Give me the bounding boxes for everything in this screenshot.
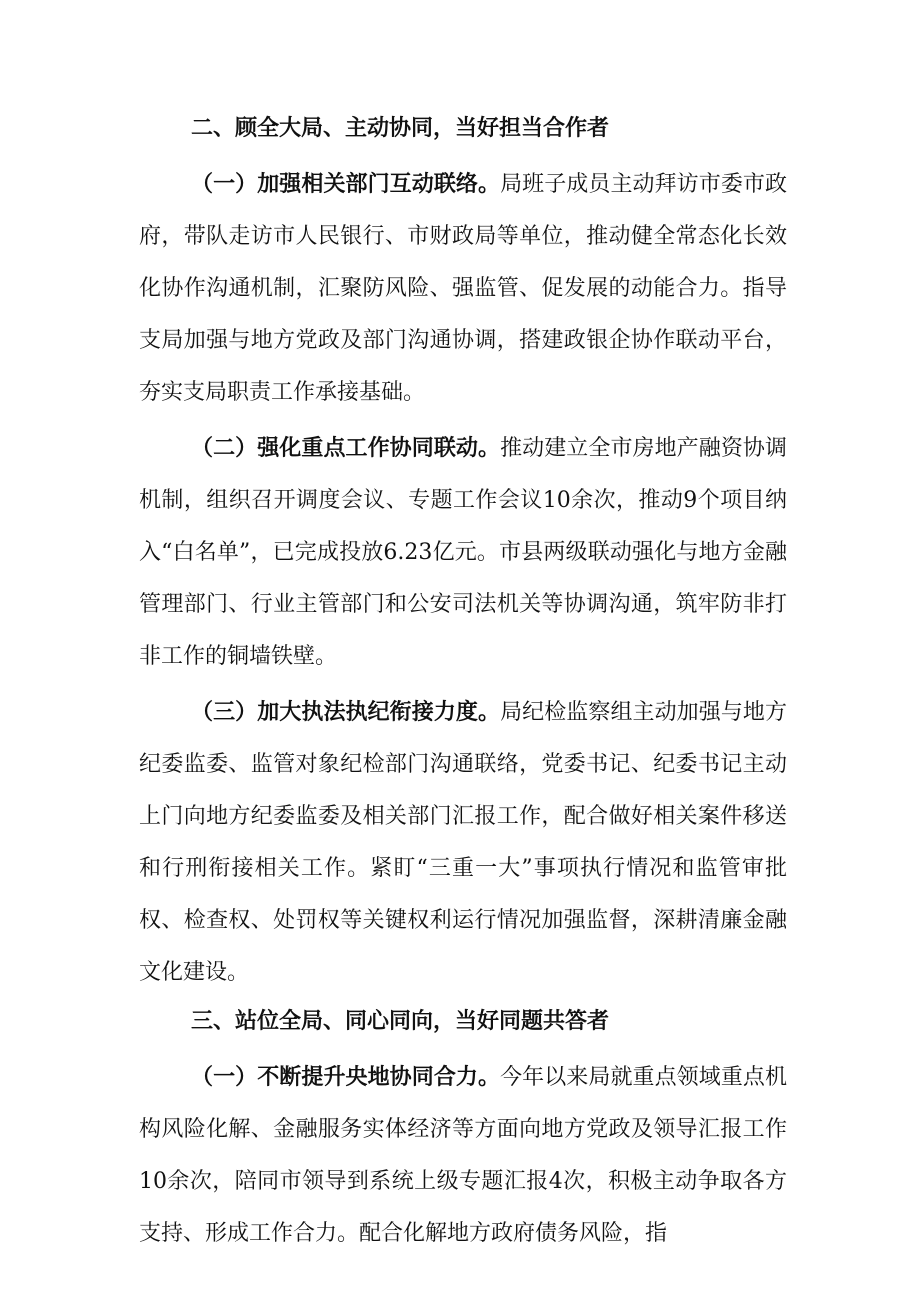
paragraph-2-2: [139, 423, 787, 683]
document-page: [139, 110, 787, 1260]
paragraph-body: 局纪检监察组主动加强与地方纪委监委、监管对象纪检部门沟通联络，党委书记、纪委书记主动上门向地方纪委监委及相关部门汇报工作，配合做好相关案件移送和行刑衔接相关工作。紧盯“三重一大”事项执行情况和监管审批权、检查权、处罚权等关键权利运行情况加强监督，深耕清廉金融文化建设。: [139, 700, 787, 985]
paragraph-2-3: [139, 687, 787, 999]
section-heading-2: 二、顾全大局、主动协同，当好担当合作者: [191, 116, 610, 141]
paragraph-2-1: [139, 159, 787, 419]
paragraph-3-1: [139, 1052, 787, 1260]
paragraph-body: 今年以来局就重点领域重点机构风险化解、金融服务实体经济等方面向地方党政及领导汇报工作10余次，陪同市领导到系统上级专题汇报4次，积极主动争取各方支持、形成工作合力。配合化解地方政府债务风险，指: [139, 1065, 787, 1246]
section-heading-3: 三、站位全局、同心同向，当好同题共答者: [191, 1009, 610, 1034]
paragraph-lead: （一）加强相关部门互动联络。: [191, 172, 501, 197]
paragraph-lead: （三）加大执法执纪衔接力度。: [191, 700, 501, 725]
paragraph-lead: （二）强化重点工作协同联动。: [191, 436, 501, 461]
paragraph-body: 推动建立全市房地产融资协调机制，组织召开调度会议、专题工作会议10余次，推动9个项目纳入“白名单”，已完成投放6.23亿元。市县两级联动强化与地方金融管理部门、行业主管部门和公安司法机关等协调沟通，筑牢防非打非工作的铜墙铁壁。: [139, 436, 787, 669]
paragraph-lead: （一）不断提升央地协同合力。: [191, 1065, 501, 1090]
paragraph-body: 局班子成员主动拜访市委市政府，带队走访市人民银行、市财政局等单位，推动健全常态化长效化协作沟通机制，汇聚防风险、强监管、促发展的动能合力。指导支局加强与地方党政及部门沟通协调，搭建政银企协作联动平台，夯实支局职责工作承接基础。: [139, 172, 787, 405]
